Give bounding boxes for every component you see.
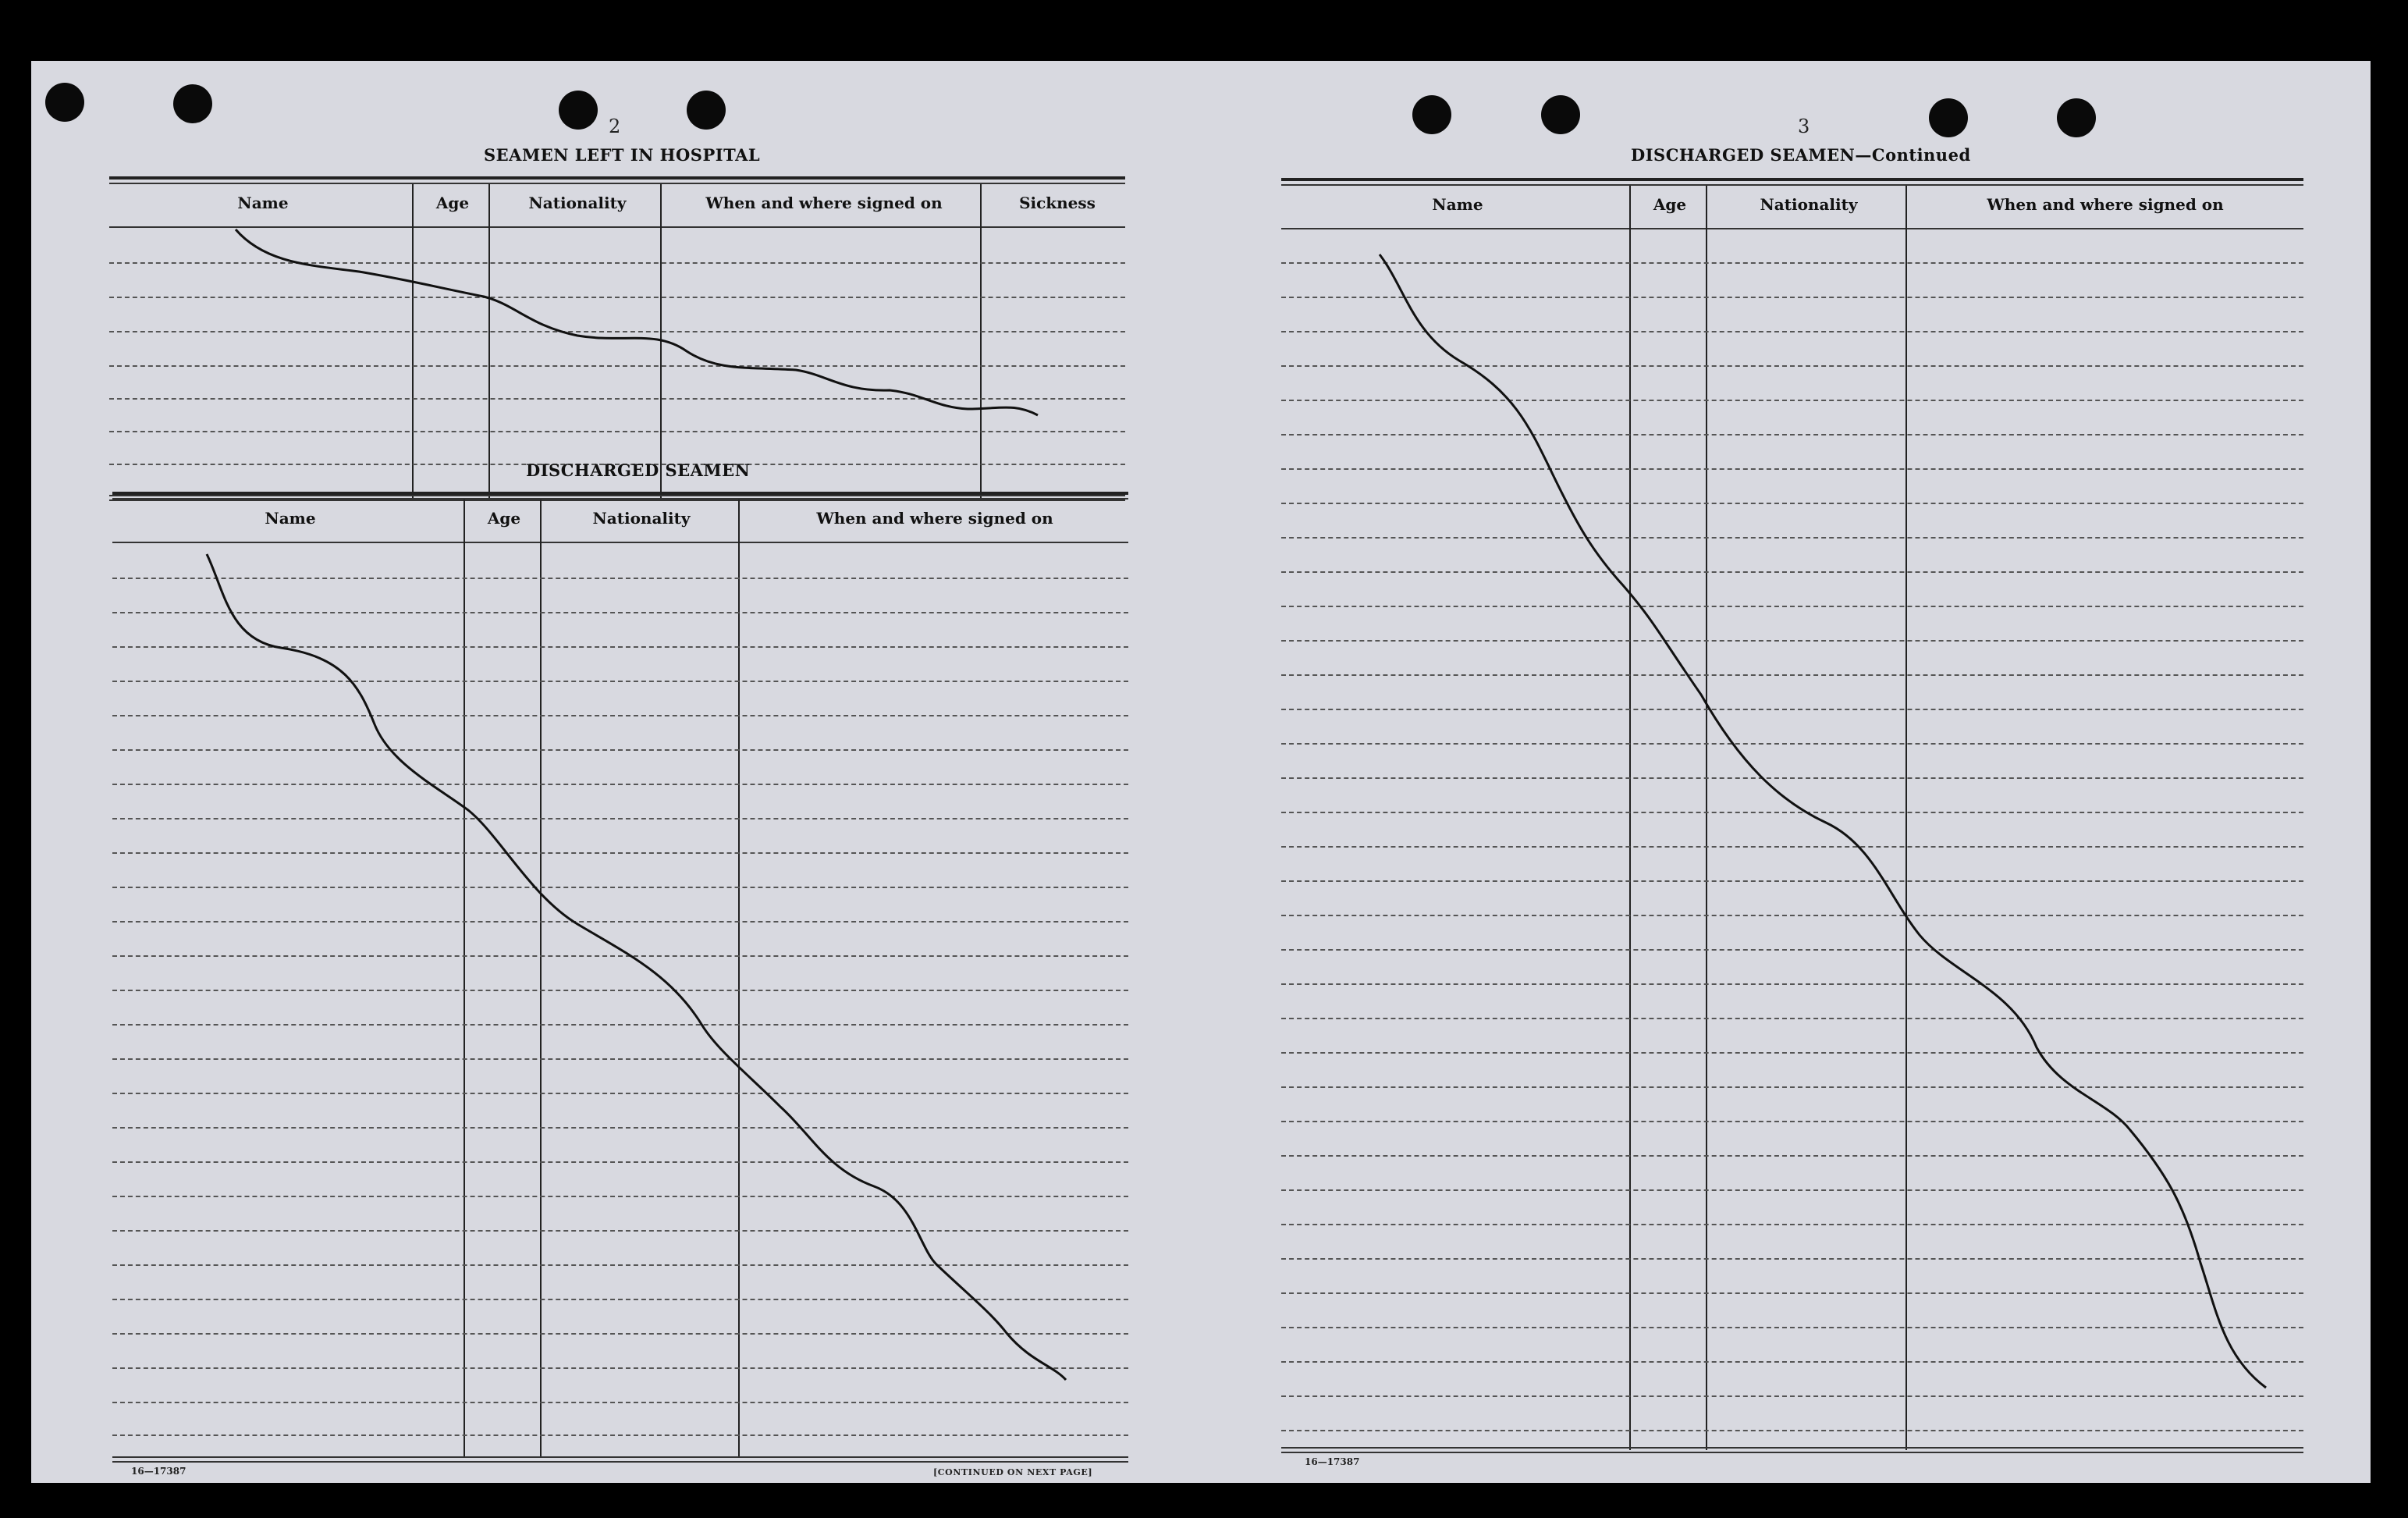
- discharged-continued-title: DISCHARGED SEAMEN—Continued: [1631, 145, 1971, 165]
- discharged-section-title: DISCHARGED SEAMEN: [526, 460, 751, 480]
- strike-line-discharged: [207, 554, 1066, 1380]
- column-header-signed-on: When and where signed on: [816, 509, 1053, 528]
- column-header-name: Name: [265, 509, 316, 528]
- form-number: 16—17387: [131, 1466, 186, 1477]
- column-header-age: Age: [487, 509, 521, 528]
- strike-line-hospital: [236, 229, 1038, 415]
- column-header-signed-on: When and where signed on: [705, 194, 943, 212]
- form-number: 16—17387: [1305, 1456, 1360, 1467]
- column-header-signed-on: When and where signed on: [1987, 195, 2224, 214]
- hospital-section-title: SEAMEN LEFT IN HOSPITAL: [484, 145, 761, 165]
- right-page-number: 3: [1798, 116, 1810, 137]
- column-header-sickness: Sickness: [1019, 194, 1096, 212]
- column-header-age: Age: [435, 194, 470, 212]
- left-page-number: 2: [609, 116, 621, 137]
- column-header-name: Name: [237, 194, 289, 212]
- column-header-age: Age: [1653, 195, 1687, 214]
- strike-line-continued: [1380, 254, 2266, 1388]
- continued-note: [CONTINUED ON NEXT PAGE]: [933, 1467, 1093, 1477]
- column-header-nationality: Nationality: [528, 194, 627, 212]
- column-header-nationality: Nationality: [592, 509, 691, 528]
- handwritten-strike-lines: [31, 61, 2371, 1483]
- form-sheet: [31, 61, 2371, 1483]
- column-header-name: Name: [1432, 195, 1483, 214]
- column-header-nationality: Nationality: [1760, 195, 1858, 214]
